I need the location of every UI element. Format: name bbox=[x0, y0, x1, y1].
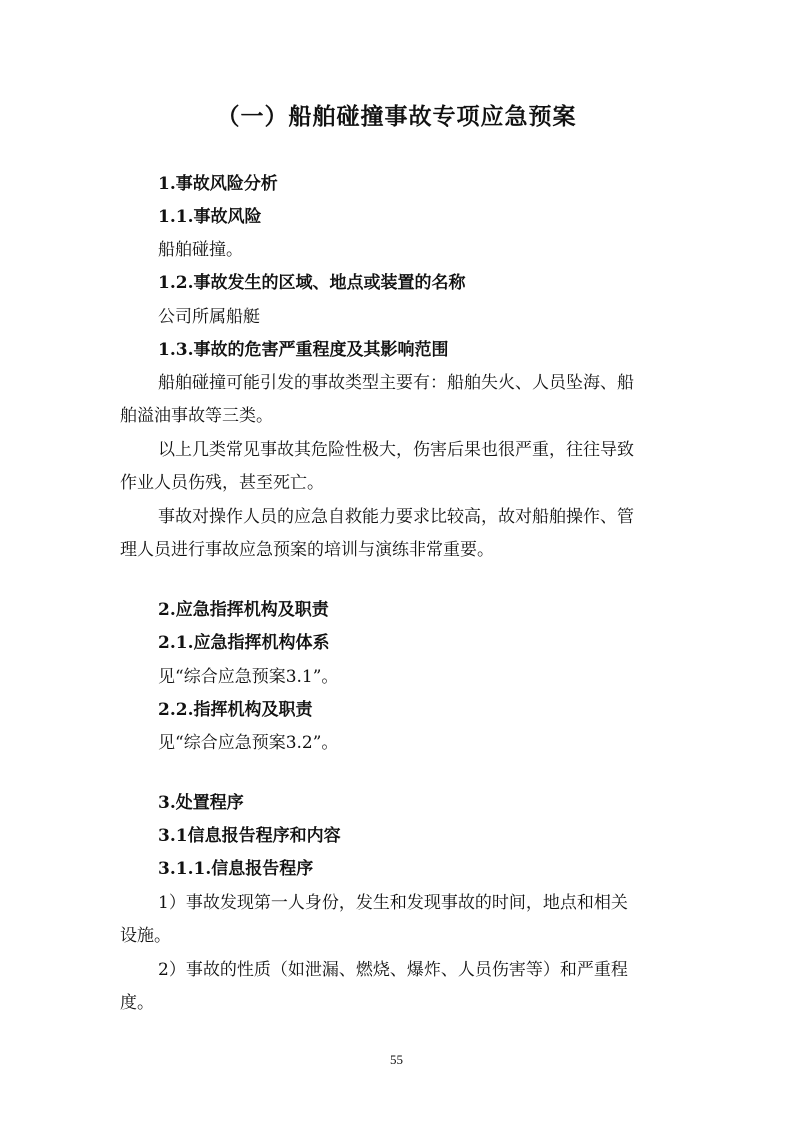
body-text: 见“综合应急预案3.1”。 bbox=[158, 667, 339, 687]
page-number: 55 bbox=[390, 1052, 403, 1067]
body-text-continuation: 舶溢油事故等三类。 bbox=[120, 406, 273, 426]
body-text: 船舶碰撞可能引发的事故类型主要有：船舶失火、人员坠海、船 bbox=[158, 373, 634, 393]
subsection-heading-1-1: 1.1.事故风险 bbox=[158, 207, 262, 227]
body-text: 1）事故发现第一人身份，发生和发现事故的时间，地点和相关 bbox=[158, 893, 628, 913]
section-heading-2: 2.应急指挥机构及职责 bbox=[158, 600, 329, 620]
body-text: 船舶碰撞。 bbox=[158, 240, 243, 260]
subsection-heading-1-3: 1.3.事故的危害严重程度及其影响范围 bbox=[158, 340, 449, 360]
body-text-continuation: 设施。 bbox=[120, 926, 171, 946]
body-text: 公司所属船艇 bbox=[158, 307, 260, 327]
body-text-continuation: 作业人员伤残，甚至死亡。 bbox=[120, 473, 324, 493]
subsection-heading-2-2: 2.2.指挥机构及职责 bbox=[158, 700, 313, 720]
subsection-heading-2-1: 2.1.应急指挥机构体系 bbox=[158, 633, 330, 653]
section-heading-3: 3.处置程序 bbox=[158, 793, 244, 813]
body-text: 以上几类常见事故其危险性极大，伤害后果也很严重，往往导致 bbox=[158, 440, 634, 460]
body-text-continuation: 理人员进行事故应急预案的培训与演练非常重要。 bbox=[120, 540, 494, 560]
subsection-heading-3-1-1: 3.1.1.信息报告程序 bbox=[158, 859, 314, 879]
page-title: （一）船舶碰撞事故专项应急预案 bbox=[216, 103, 577, 130]
body-text-continuation: 度。 bbox=[120, 993, 154, 1013]
body-text: 见“综合应急预案3.2”。 bbox=[158, 733, 339, 753]
subsection-heading-1-2: 1.2.事故发生的区域、地点或装置的名称 bbox=[158, 273, 466, 293]
subsection-heading-3-1: 3.1信息报告程序和内容 bbox=[158, 826, 341, 846]
body-text: 事故对操作人员的应急自救能力要求比较高，故对船舶操作、管 bbox=[158, 507, 634, 527]
section-heading-1: 1.事故风险分析 bbox=[158, 174, 278, 194]
body-text: 2）事故的性质（如泄漏、燃烧、爆炸、人员伤害等）和严重程 bbox=[158, 960, 628, 980]
